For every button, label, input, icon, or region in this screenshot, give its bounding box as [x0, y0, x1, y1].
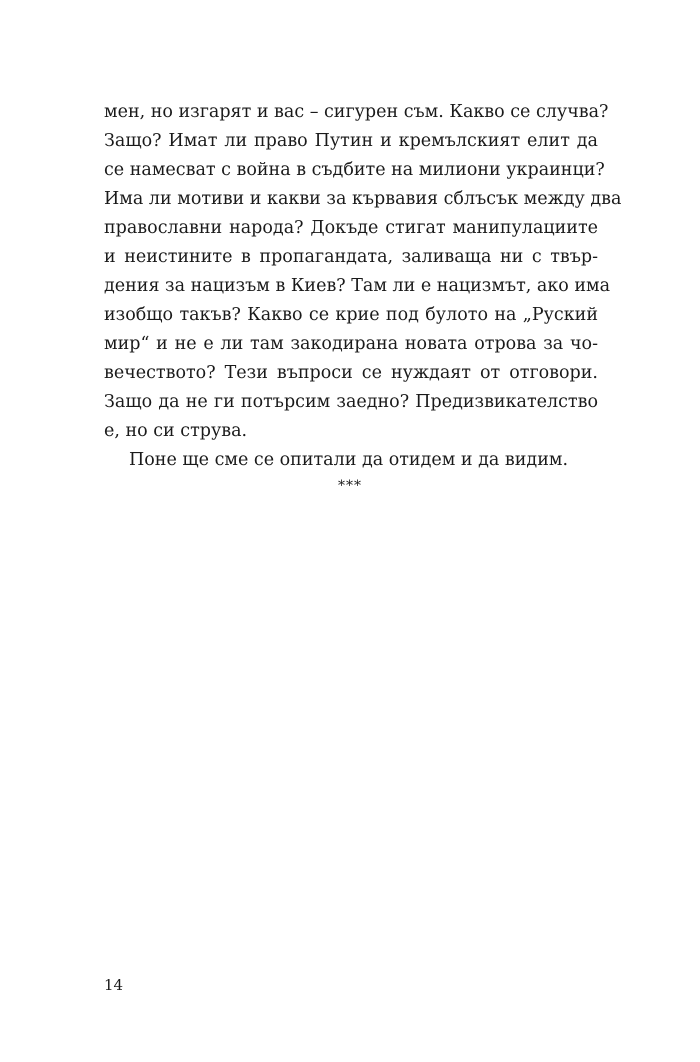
text-line: Има ли мотиви и какви за кървавия сблъсък между два — [104, 189, 622, 209]
text-line: вечеството? Тези въпроси се нуждаят от отговори. — [104, 363, 598, 383]
body-text — [104, 98, 622, 475]
paragraph-1 — [104, 98, 622, 446]
text-line: и неистините в пропагандата, заливаща ни с твър- — [104, 247, 598, 267]
page-number: 14 — [104, 976, 124, 994]
section-separator: *** — [338, 478, 362, 494]
text-line: се намесват с война в съдбите на милиони украинци? — [104, 160, 605, 180]
text-line: Защо? Имат ли право Путин и кремълският елит да — [104, 131, 598, 151]
text-line: Защо да не ги потърсим заедно? Предизвикателство — [104, 392, 598, 412]
text-line: е, но си струва. — [104, 421, 248, 441]
text-line: мен, но изгарят и вас – сигурен съм. Какво се случва? — [104, 102, 609, 122]
text-line: изобщо такъв? Какво се крие под булото на „Руский — [104, 305, 598, 325]
text-line: православни народа? Докъде стигат манипулациите — [104, 218, 598, 238]
text-line: мир“ и не е ли там закодирана новата отрова за чо- — [104, 334, 598, 354]
text-line: дения за нацизъм в Киев? Там ли е нацизмът, ако има — [104, 276, 611, 296]
paragraph-2: Поне ще сме се опитали да отидем и да видим. — [129, 450, 569, 470]
